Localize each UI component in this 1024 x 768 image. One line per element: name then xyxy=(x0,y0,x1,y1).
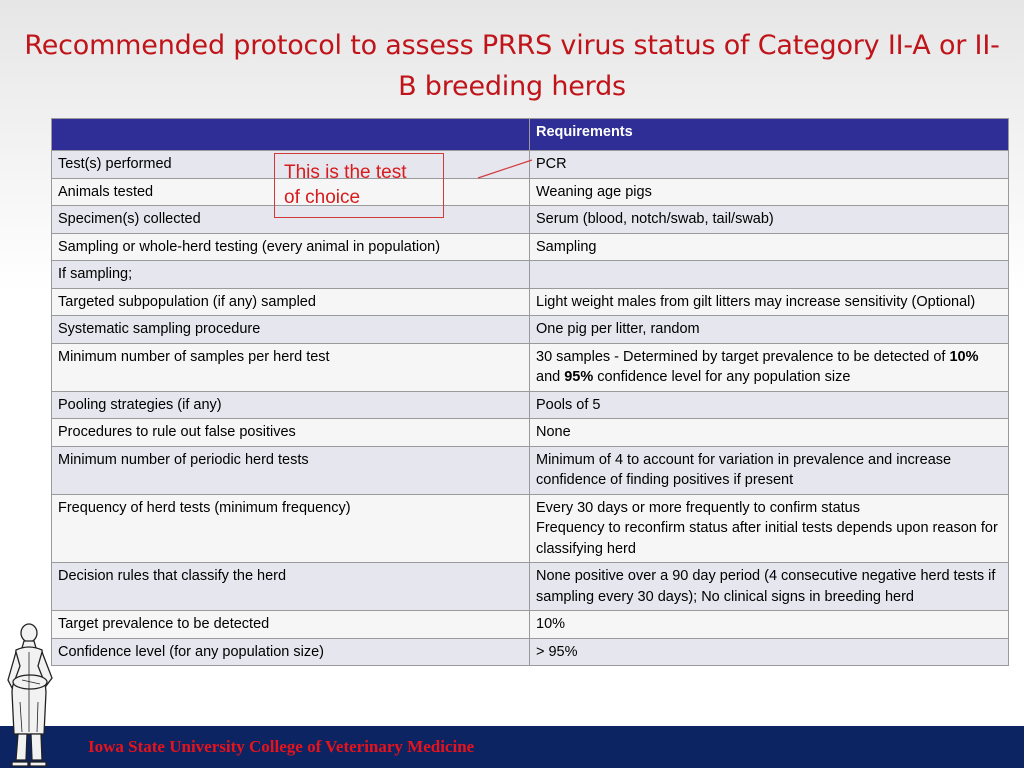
row-label: Decision rules that classify the herd xyxy=(52,563,530,611)
row-value: 10% xyxy=(530,611,1009,639)
value-bold-prevalence: 10% xyxy=(949,348,979,365)
row-value: Pools of 5 xyxy=(530,391,1009,419)
value-bold-confidence: 95% xyxy=(564,369,594,385)
row-value: Light weight males from gilt litters may increase sensitivity (Optional) xyxy=(530,288,1009,316)
callout-line-1: This is the test xyxy=(284,162,407,183)
row-label: Minimum number of samples per herd test xyxy=(52,343,530,391)
row-label: Confidence level (for any population size) xyxy=(52,638,530,666)
footer-text: Iowa State University College of Veterinary Medicine xyxy=(88,737,475,756)
row-label: Test(s) performed xyxy=(52,151,530,179)
row-label: Procedures to rule out false positives xyxy=(52,419,530,447)
row-label: Systematic sampling procedure xyxy=(52,316,530,344)
value-line: Frequency to reconfirm status after initial tests depends upon reason for classifying herd xyxy=(536,520,998,557)
row-value: PCR xyxy=(530,151,1009,179)
value-text: and xyxy=(536,369,565,385)
value-text: confidence level for any population size xyxy=(593,369,851,385)
row-value: Serum (blood, notch/swab, tail/swab) xyxy=(530,206,1009,234)
footer-bar xyxy=(0,726,1024,768)
row-value: None xyxy=(530,419,1009,447)
row-label: Minimum number of periodic herd tests xyxy=(52,446,530,494)
row-label: Sampling or whole-herd testing (every animal in population) xyxy=(52,233,530,261)
value-line: Every 30 days or more frequently to confirm status xyxy=(536,499,860,516)
row-label: Animals tested xyxy=(52,178,530,206)
row-label: Frequency of herd tests (minimum frequency) xyxy=(52,494,530,563)
row-label: Targeted subpopulation (if any) sampled xyxy=(52,288,530,316)
header-cell-requirements: Requirements xyxy=(530,119,1009,151)
row-label: Pooling strategies (if any) xyxy=(52,391,530,419)
callout-box xyxy=(274,153,444,218)
row-label: If sampling; xyxy=(52,261,530,289)
row-label: Target prevalence to be detected xyxy=(52,611,530,639)
row-value: Sampling xyxy=(530,233,1009,261)
row-value: Weaning age pigs xyxy=(530,178,1009,206)
row-label: Specimen(s) collected xyxy=(52,206,530,234)
row-value: None positive over a 90 day period (4 consecutive negative herd tests if sampling every 30 days); No clinical signs in breeding herd xyxy=(530,563,1009,611)
row-value: Minimum of 4 to account for variation in prevalence and increase confidence of finding positives if present xyxy=(530,446,1009,494)
callout-line-2: of choice xyxy=(284,187,361,208)
row-value: One pig per litter, random xyxy=(530,316,1009,344)
row-value: > 95% xyxy=(530,638,1009,666)
value-text: 30 samples - Determined by target prevalence to be detected of xyxy=(536,348,950,365)
veterinarian-figure-icon xyxy=(0,622,60,768)
slide-title: Recommended protocol to assess PRRS virus status of Category II-A or II-B breeding herds xyxy=(24,30,1000,102)
